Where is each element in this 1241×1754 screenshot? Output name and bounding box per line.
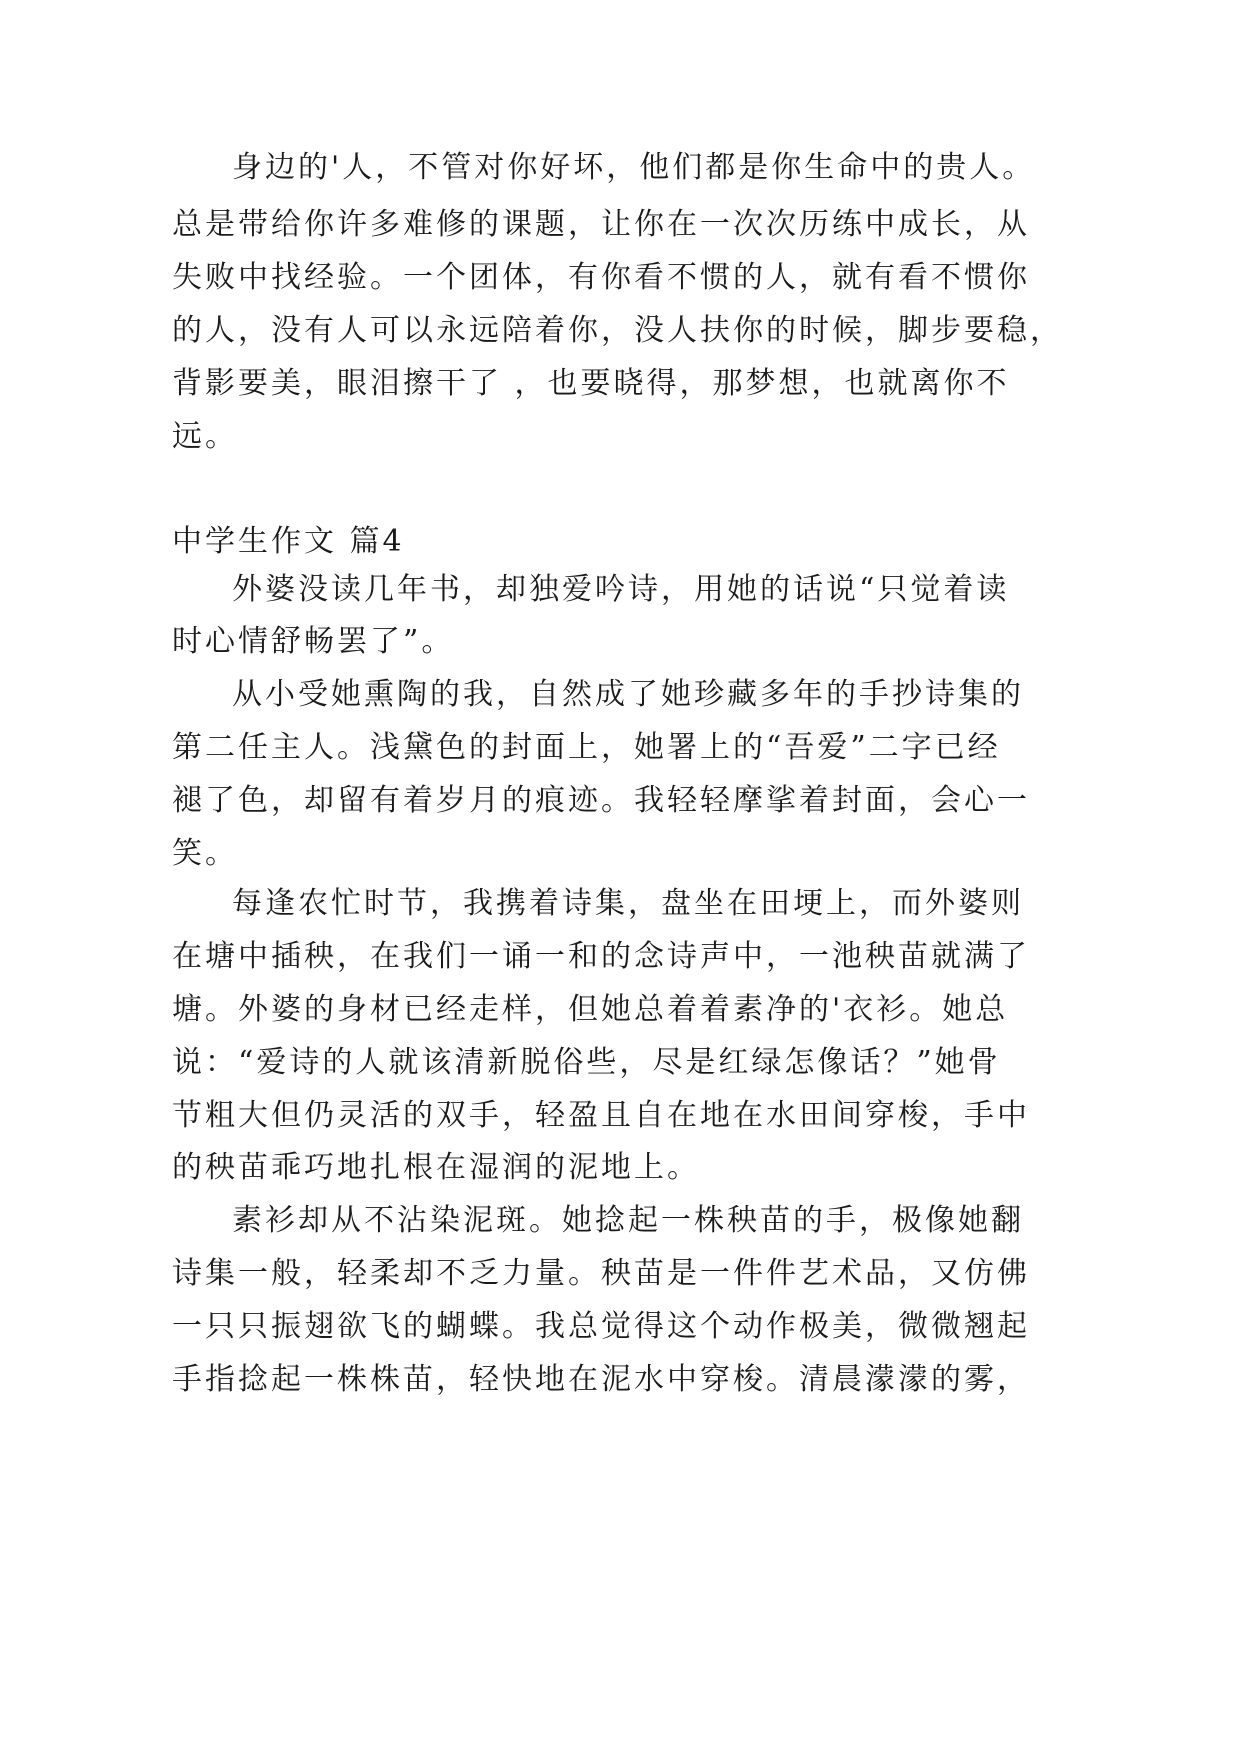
paragraph-line: 笑。 [172, 836, 238, 871]
paragraph-line: 从小受她熏陶的我，自然成了她珍藏多年的手抄诗集的 [232, 677, 1024, 712]
paragraph-line: 节粗大但仍灵活的双手，轻盈且自在地在水田间穿梭，手中 [172, 1098, 1030, 1133]
paragraph-line: 身边的'人，不管对你好坏，他们都是你生命中的贵人。 [232, 150, 1036, 185]
paragraph-line: 塘。外婆的身材已经走样，但她总着着素净的'衣衫。她总 [172, 992, 1009, 1027]
paragraph-line: 远。 [172, 419, 238, 454]
paragraph-line: 时心情舒畅罢了”。 [172, 624, 455, 659]
paragraph-line: 总是带给你许多难修的课题，让你在一次次历练中成长，从 [172, 207, 1030, 242]
paragraph-line: 一只只振翅欲飞的蝴蝶。我总觉得这个动作极美，微微翘起 [172, 1309, 1030, 1344]
section-heading: 中学生作文 篇4 [172, 524, 405, 559]
paragraph-line: 失败中找经验。一个团体，有你看不惯的人，就有看不惯你 [172, 260, 1030, 295]
paragraph-line: 的秧苗乖巧地扎根在湿润的泥地上。 [172, 1150, 700, 1185]
paragraph-line: 背影要美，眼泪擦干了 ，也要晓得，那梦想，也就离你不 [172, 366, 1010, 401]
paragraph-line: 诗集一般，轻柔却不乏力量。秧苗是一件件艺术品，又仿佛 [172, 1256, 1030, 1291]
paragraph-line: 手指捻起一株株苗，轻快地在泥水中穿梭。清晨濛濛的雾， [172, 1362, 1030, 1397]
paragraph-line: 外婆没读几年书，却独爱吟诗，用她的话说“只觉着读 [232, 572, 1010, 607]
paragraph-line: 褪了色，却留有着岁月的痕迹。我轻轻摩挲着封面，会心一 [172, 783, 1030, 818]
paragraph-line: 说：“爱诗的人就该清新脱俗些，尽是红绿怎像话？”她骨 [172, 1045, 1001, 1080]
paragraph-line: 第二任主人。浅黛色的封面上，她署上的“吾爱”二字已经 [172, 730, 1001, 765]
paragraph-line: 每逢农忙时节，我携着诗集，盘坐在田埂上，而外婆则 [232, 886, 1024, 921]
paragraph-line: 的人，没有人可以永远陪着你，没人扶你的时候，脚步要稳， [172, 313, 1063, 348]
paragraph-line: 在塘中插秧，在我们一诵一和的念诗声中，一池秧苗就满了 [172, 939, 1030, 974]
paragraph-line: 素衫却从不沾染泥斑。她捻起一株秧苗的手，极像她翻 [232, 1203, 1024, 1238]
